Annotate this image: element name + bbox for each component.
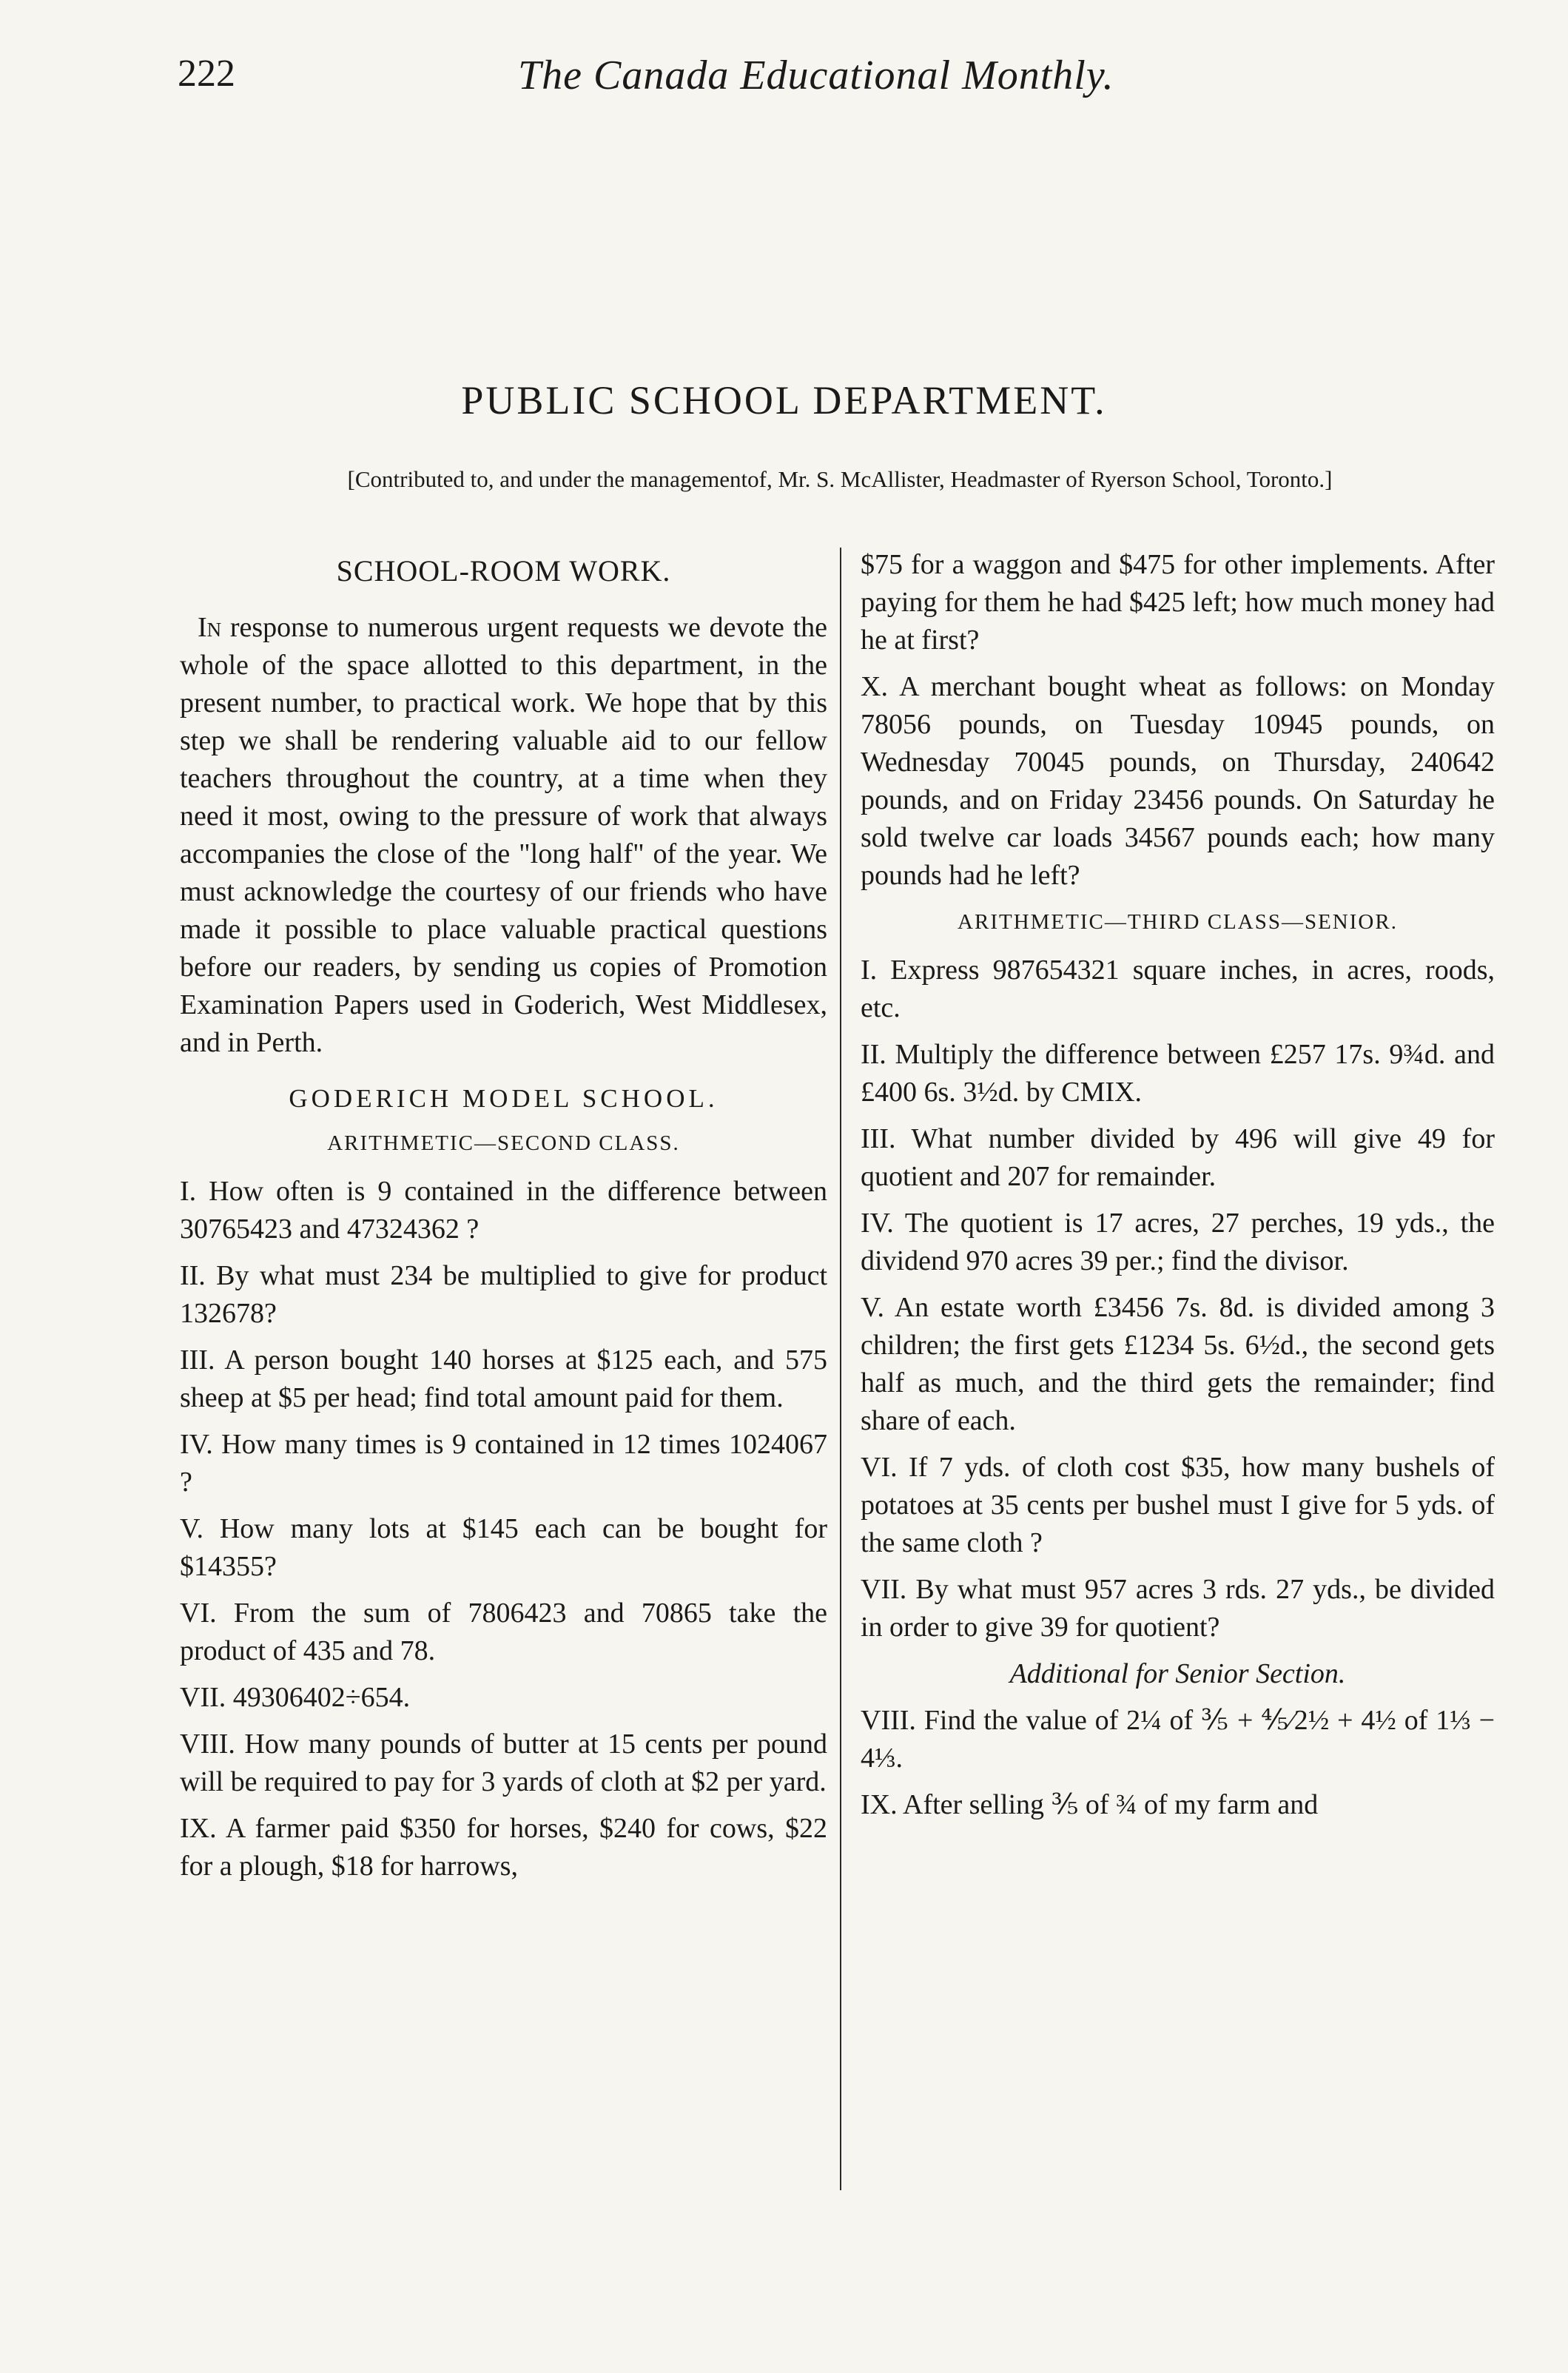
question-item: IX. After selling ⅗ of ¾ of my farm and	[861, 1789, 1319, 1820]
department-credit: [Contributed to, and under the managementof, Mr. S. McAllister, Headmaster of Ryerson School, Toronto.]	[347, 466, 1333, 492]
question-item: IV. How many times is 9 contained in 12 times 1024067 ?	[180, 1429, 827, 1498]
subject-heading: ARITHMETIC—SECOND CLASS.	[327, 1131, 680, 1155]
question-item: II. Multiply the difference between £257 17s. 9¾d. and £400 6s. 3½d. by CMIX.	[861, 1039, 1495, 1108]
question-item: VI. If 7 yds. of cloth cost $35, how many bushels of potatoes at 35 cents per bushel must I give for 5 yds. of the same cloth ?	[861, 1452, 1495, 1558]
question-item: II. By what must 234 be multiplied to give for product 132678?	[180, 1260, 827, 1329]
intro-text: response to numerous urgent requests we devote the whole of the space allotted to this department, in the present number, to practical work. We hope that by this step we shall be rendering valuable aid to our fellow teachers throughout the country, at a time when they need it most, owing to the pressure of work that always accompanies the close of the "long half" of the year. We must acknowledge the courtesy of our friends who have made it possible to place valuable practical questions before our readers, by sending us copies of Promotion Examination Papers used in Goderich, West Middlesex, and in Perth.	[180, 612, 827, 1058]
question-item: III. A person bought 140 horses at $125 each, and 575 sheep at $5 per head; find total amount paid for them.	[180, 1344, 827, 1413]
question-item: I. Express 987654321 square inches, in acres, roods, etc.	[861, 955, 1495, 1023]
question-item: VI. From the sum of 7806423 and 70865 take the product of 435 and 78.	[180, 1598, 827, 1666]
question-item: III. What number divided by 496 will give 49 for quotient and 207 for remainder.	[861, 1123, 1495, 1192]
question-item: VIII. Find the value of 2¼ of ⅗ + ⅘⁄2½ + 4½ of 1⅓ − 4⅓.	[861, 1705, 1495, 1774]
question-item: X. A merchant bought wheat as follows: on Monday 78056 pounds, on Tuesday 10945 pounds, on Wednesday 70045 pounds, on Thursday, 240642 pounds, and on Friday 23456 pounds. On Saturday he sold twelve car loads 34567 pounds each; how many pounds had he left?	[861, 671, 1495, 891]
question-item: V. How many lots at $145 each can be bought for $14355?	[180, 1513, 827, 1582]
question-item: IV. The quotient is 17 acres, 27 perches, 19 yds., the dividend 970 acres 39 per.; find the divisor.	[861, 1208, 1495, 1276]
intro-lead: In	[198, 612, 222, 643]
column-rule	[840, 548, 841, 2190]
additional-heading: Additional for Senior Section.	[1009, 1658, 1346, 1689]
question-item: VIII. How many pounds of butter at 15 cents per pound will be required to pay for 3 yards of cloth at $2 per yard.	[180, 1729, 827, 1797]
question-item: VII. 49306402÷654.	[180, 1682, 411, 1713]
question-item: VII. By what must 957 acres 3 rds. 27 yds., be divided in order to give 39 for quotient?	[861, 1574, 1495, 1643]
running-head	[178, 52, 1502, 111]
right-column	[861, 546, 1495, 1833]
question-item: IX. A farmer paid $350 for horses, $240 for cows, $22 for a plough, $18 for harrows,	[180, 1813, 827, 1882]
page-number: 222	[178, 53, 235, 95]
journal-title: The Canada Educational Monthly.	[518, 53, 1114, 98]
continuation-paragraph: $75 for a waggon and $475 for other implements. After paying for them he had $425 left; how much money had he at first?	[861, 549, 1495, 656]
school-heading: GODERICH MODEL SCHOOL.	[289, 1084, 719, 1113]
article-heading: SCHOOL-ROOM WORK.	[336, 554, 671, 588]
question-item: V. An estate worth £3456 7s. 8d. is divided among 3 children; the first gets £1234 5s. 6½d., the second gets half as much, and the third gets the remainder; find share of each.	[861, 1292, 1495, 1436]
department-title: PUBLIC SCHOOL DEPARTMENT.	[461, 378, 1107, 423]
left-column	[180, 546, 827, 1894]
intro-paragraph	[180, 609, 827, 1062]
subject-heading: ARITHMETIC—THIRD CLASS—SENIOR.	[958, 910, 1398, 934]
question-item: I. How often is 9 contained in the difference between 30765423 and 47324362 ?	[180, 1176, 827, 1245]
